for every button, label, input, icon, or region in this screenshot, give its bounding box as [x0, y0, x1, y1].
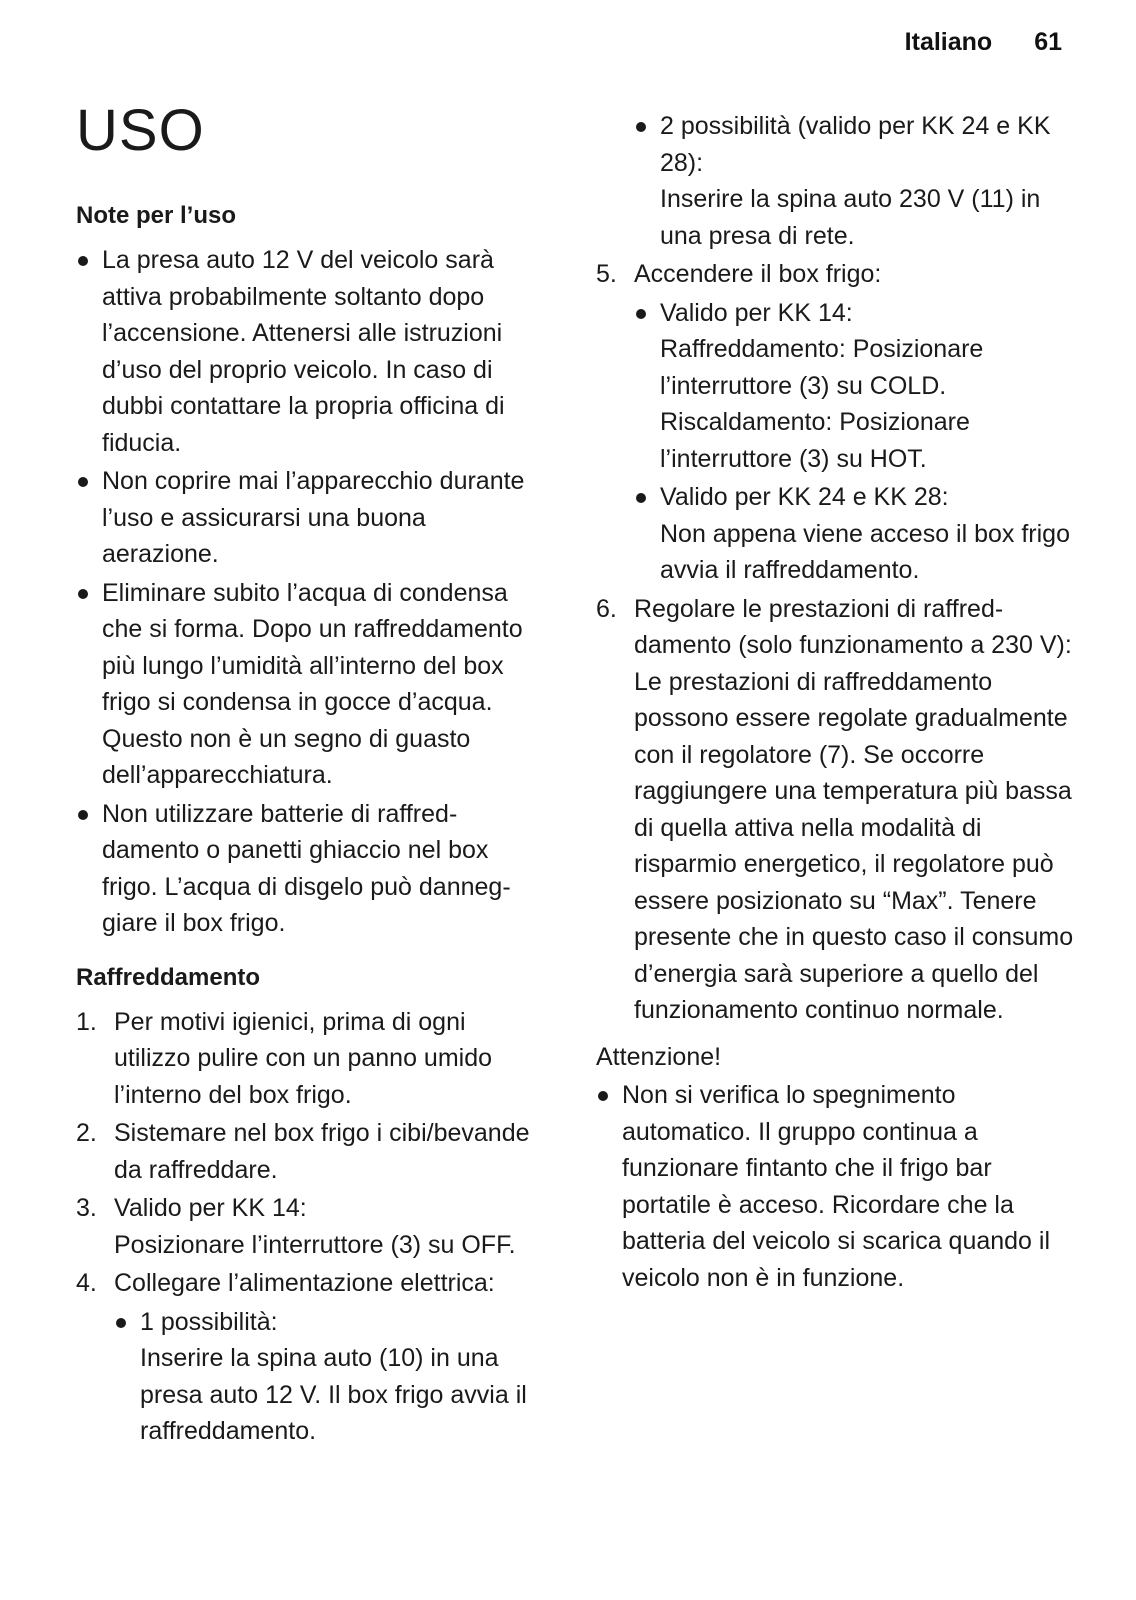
list-item: Eliminare subito l’acqua di condensa che si forma. Dopo un raffreddamento più lungo l’umidità all’interno del box frigo si condensa in gocce d’acqua. Questo non è un segno di guasto dell’apparecchiatura.: [76, 575, 546, 794]
list-item: Valido per KK 24 e KK 28: Non appena viene acceso il box frigo avvia il raffreddamento.: [634, 479, 1076, 589]
notes-list: [76, 242, 546, 942]
notes-heading: Note per l’uso: [76, 202, 237, 229]
header-language: Italiano: [904, 28, 993, 56]
right-column: [596, 108, 1076, 1296]
cooling-steps: [76, 1004, 546, 1450]
list-item: La presa auto 12 V del veicolo sarà attiva probabilmente soltanto dopo l’accensione. Attenersi alle istruzioni d’uso del proprio veicolo. In caso di dubbi contattare la propria officina di fiducia.: [76, 242, 546, 461]
page-header: [905, 28, 1062, 57]
step-4: 4. Collegare l’alimentazione elettrica: 1 possibilità: Inserire la spina auto (10) in una presa auto 12 V. Il box frigo avvia il raffreddamento.: [76, 1265, 546, 1450]
warning-list: [596, 1077, 1076, 1296]
list-item: Non si verifica lo spegnimento automatico. Il gruppo continua a funzionare fintanto che il frigo bar portatile è acceso. Ricordare che la batteria del veicolo si scarica quando il veicolo non è in funzione.: [596, 1077, 1076, 1296]
list-item: 1 possibilità: Inserire la spina auto (10) in una presa auto 12 V. Il box frigo avvia il raffreddamento.: [114, 1304, 546, 1450]
step-5: 5. Accendere il box frigo: Valido per KK 14: Raffreddamento: Posizionare l’interruttore (3) su COLD. Riscaldamento: Posizionare l’interruttore (3) su HOT. Valido per KK 24 e KK 28: Non appena viene acceso il box frigo avvia il raffreddamento.: [596, 256, 1076, 589]
step-1: 1. Per motivi igienici, prima di ogni utilizzo pulire con un panno umido l’interno del box frigo.: [76, 1007, 493, 1109]
page-number: 61: [1034, 28, 1062, 56]
step-2: 2. Sistemare nel box frigo i cibi/bevande da raffreddare.: [76, 1119, 530, 1184]
page-title: USO: [76, 98, 205, 163]
list-item: Non coprire mai l’apparecchio durante l’uso e assicurarsi una buona aerazione.: [76, 463, 546, 573]
left-column: [76, 198, 546, 1450]
list-item: 2 possibilità (valido per KK 24 e KK 28): Inserire la spina auto 230 V (11) in una presa di rete.: [634, 108, 1076, 254]
step-6: 6. Regolare le prestazioni di raffreddamento (solo funzionamento a 230 V): Le prestazioni di raffreddamento possono essere regolate gradualmente con il regolatore (7). Se occorre raggiungere una temperatura più bassa di quella attiva nella modalità di risparmio energetico, il regolatore può essere posizionato su “Max”. Tenere presente che in questo caso il consumo d’energia sarà superiore a quello del funzionamento continuo normale.: [596, 594, 1074, 1024]
list-item: Valido per KK 14: Raffreddamento: Posizionare l’interruttore (3) su COLD. Riscaldamento: Posizionare l’interruttore (3) su HOT.: [634, 295, 1076, 478]
warning-label: Attenzione!: [596, 1042, 722, 1071]
list-item: Non utilizzare batterie di raffreddamento o panetti ghiaccio nel box frigo. L’acqua di disgelo può danneggiare il box frigo.: [76, 796, 546, 942]
cooling-heading: Raffreddamento: [76, 963, 261, 991]
step-3: 3. Valido per KK 14: Posizionare l’interruttore (3) su OFF.: [76, 1194, 516, 1259]
